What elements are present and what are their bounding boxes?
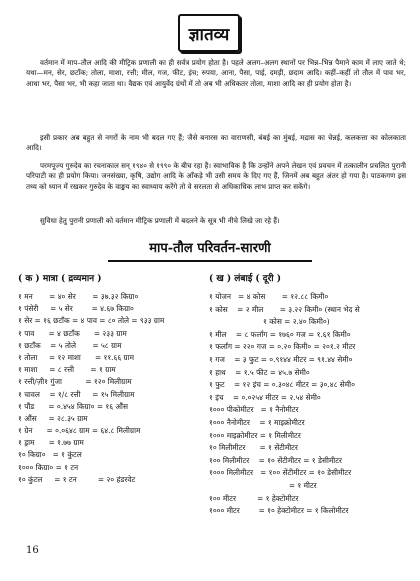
mass-row: १० कुंटल = १ टन = २० हंडरवेट [18,474,136,484]
mass-row: १० किग्रा० = १ कुंटल [18,450,82,460]
mass-row: १ पंसेरी = ५ सेर = ४.६७ किग्रा० [18,304,134,314]
title-underline [108,260,312,262]
length-row: १ इंच = ०.०२५४ मीटर = २.५४ सेमी० [209,392,321,402]
mass-row: १ रत्ती/ज़ी१ गुंजा = १२० मिलीग्राम [18,377,132,387]
length-row: १००० नैनोमीटर = १ माइक्रोमीटर [209,417,305,427]
mass-row: १ चावल = १/८ रत्ती = १५ मिलीग्राम [18,389,135,399]
length-row: १ कोस = २ मील = ३.२२ किमी० (स्थान भेद से [209,304,360,314]
length-row: १००० माइक्रोमीटर = १ मिलीमीटर [209,430,301,440]
page-title: ज्ञातव्य [178,14,240,52]
mass-table [18,291,204,486]
length-row: १ गज = ३ फुट = ०.९१४४ मीटर = ९१.४४ सेमी० [209,354,353,364]
paragraph-gurudev: परमपूज्य गुरुदेव का रचनाकाल सन् १९४० से १९९० के बीच रहा है। स्वाभाविक है कि उन्होंने अपने लेखन एवं प्रवचन में तत्कालीन प्रचलित पुरानी परिपाटी का ही प्रयोग किया। जनसंख्या, कृषि, उद्योग आदि के आँकड़े भी उसी समय के दिए गए हैं, जिनमें अब बहुत अंतर हो गया है। पाठकगण इस तथ्य को ध्यान में रखकर गुरुदेव के वाङ्मय का स्वाध्याय करेंगे तो वे सरलता से अधिकाधिक लाभ प्राप्त कर सकेंगे। [26,161,406,191]
length-row: १०० मिलीमीटर = १० सेंटीमीटर = १ डेसीमीटर [209,455,342,465]
mass-row: १००० किग्रा० = १ टन [18,462,79,472]
mass-row: १ ड्राम = १.७७ ग्राम [18,438,84,448]
mass-row: १ ग्रेन = ०.०६४८ ग्राम = ६४.८ मिलीग्राम [18,426,141,436]
paragraph-intro: वर्तमान में माप–तौल आदि की मीट्रिक प्रणाली का ही सर्वत्र प्रयोग होता है। पहले अलग–अलग स्थानों पर भिन्न–भिन्न पैमाने काम में लाए जाते थे; यथा—मन, सेर, छटाँक; तोला, माशा, रत्ती; मील, गज, फीट, इंच; रुपया, आना, पैसा, पाई, दमड़ी, छदाम आदि। कहीं–कहीं तो तौल में पाव भर, आधा भर, पैसा भर, भी कहा जाता था। वैद्यक एवं आयुर्वेद ग्रंथों में तो अब भी अधिकतर तोला, माशा आदि का ही प्रयोग होता है। [26,58,406,88]
length-row: १००० मिलीमीटर = १०० सेंटीमीटर = १० डेसीमीटर [209,468,352,478]
table-title: माप-तौल परिवर्तन-सारणी [149,241,271,256]
mass-row: १ औंस = २८.३५ ग्राम [18,413,88,423]
length-heading: ( ख ) लंबाई ( दूरी ) [209,274,281,284]
mass-row: १ तोला = १२ माशा = ११.६६ ग्राम [18,352,135,362]
paragraph-city-names: इसी प्रकार अब बहुत से नगरों के नाम भी बदल गए हैं; जैसे बनारस का वाराणसी, बंबई का मुंबई, मद्रास का चेन्नई, कलकत्ता का कोलकाता आदि। [26,133,406,153]
length-row: १००० पीकोमीटर = १ नैनोमीटर [209,405,299,415]
mass-row: १ सेर = १६ छटाँक = ४ पाव = ८० तोले = ९३३ ग्राम [18,316,165,326]
length-row: १० मिलीमीटर = १ सेंटीमीटर [209,443,298,453]
mass-heading: ( क ) मात्रा ( द्रव्यमान ) [18,274,102,284]
mass-row: १ माशा = ८ रत्ती = १ ग्राम [18,365,116,375]
length-row: १ फुट = १२ इंच = ०.३०४८ मीटर = ३०.४८ सेमी० [209,380,355,390]
length-row: १ मील = ८ फर्लांग = १७६० गज = १.६१ किमी० [209,329,351,339]
mass-row: १ पौंड = ०.४५४ किग्रा० = १६ औंस [18,401,128,411]
length-row: १ हाथ = १.५ फीट = ४५.७ सेमी० [209,367,310,377]
mass-row: १ पाव = ४ छटाँक = २३३ ग्राम [18,328,127,338]
mass-row: १ मन = ४० सेर = ३७.३२ किग्रा० [18,292,139,301]
length-row: = १ मीटर [209,480,317,490]
length-row: १ कोस = २.४० किमी०) [209,317,330,327]
length-row: १ योजन = ४ कोस = १२.८८ किमी० [209,292,329,301]
page-number: 16 [26,545,39,556]
mass-row: १ छटाँक = ५ तोले = ५८ ग्राम [18,340,122,350]
length-row: १ फर्लांग = २२० गज = ०.२० किमी० = २०१.२ मीटर [209,342,356,352]
length-row: १००० मीटर = १० हेक्टोमीटर = १ किलोमीटर [209,506,349,516]
length-table [209,291,414,518]
length-row: १०० मीटर = १ हेक्टोमीटर [209,493,299,503]
paragraph-formulas-note: सुविधा हेतु पुरानी प्रणाली को वर्तमान मीट्रिक प्रणाली में बदलने के सूत्र भी नीचे लिखे जा रहे हैं। [40,216,280,225]
